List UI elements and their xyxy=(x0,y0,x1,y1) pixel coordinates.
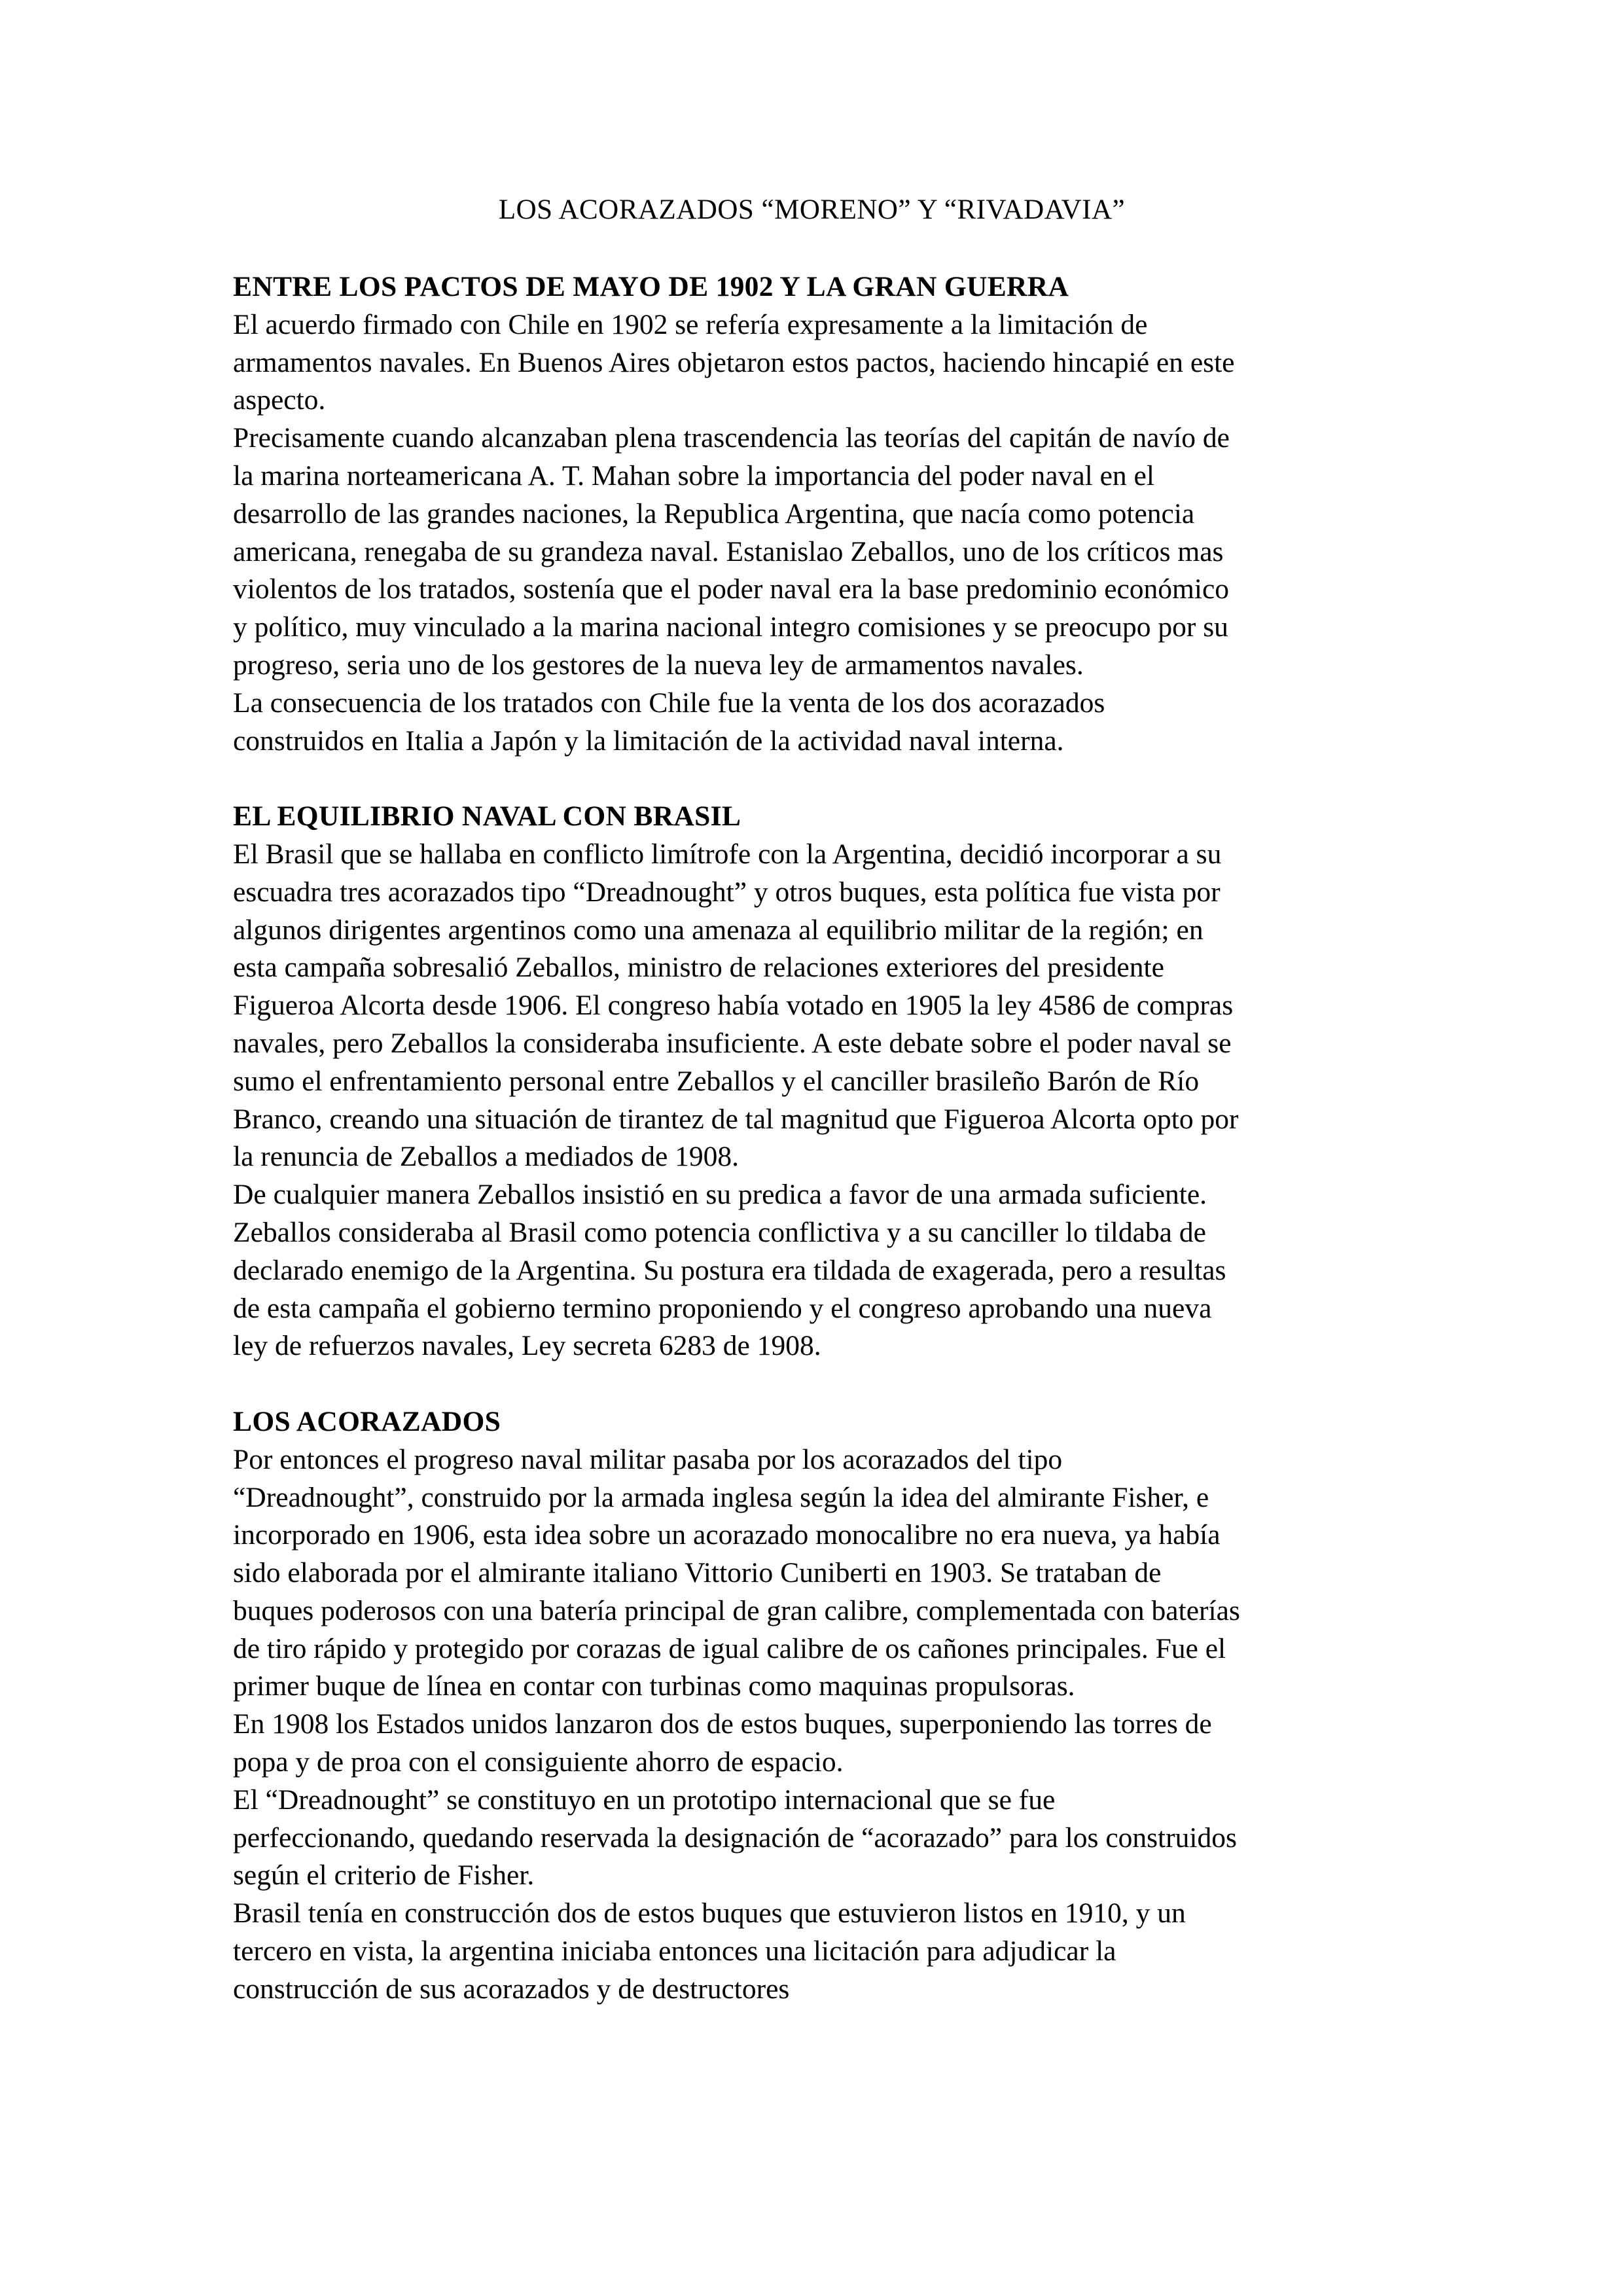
text-line: Zeballos consideraba al Brasil como potencia conflictiva y a su canciller lo tildaba de xyxy=(233,1216,1206,1248)
text-line: armamentos navales. En Buenos Aires objetaron estos pactos, haciendo hincapié en este xyxy=(233,346,1235,378)
text-line: Brasil tenía en construcción dos de estos buques que estuvieron listos en 1910, y un xyxy=(233,1897,1186,1929)
text-line: incorporado en 1906, esta idea sobre un acorazado monocalibre no era nueva, ya había xyxy=(233,1519,1221,1551)
text-line: buques poderosos con una batería principal de gran calibre, complementada con baterías xyxy=(233,1594,1240,1626)
section-heading: EL EQUILIBRIO NAVAL CON BRASIL xyxy=(233,800,741,833)
document-section xyxy=(233,268,1424,760)
text-line: Por entonces el progreso naval militar pasaba por los acorazados del tipo xyxy=(233,1443,1063,1475)
text-line: construidos en Italia a Japón y la limitación de la actividad naval interna. xyxy=(233,725,1064,757)
paragraph xyxy=(233,1706,1424,1782)
paragraph xyxy=(233,1895,1424,2008)
text-line: La consecuencia de los tratados con Chile fue la venta de los dos acorazados xyxy=(233,687,1105,719)
text-line: violentos de los tratados, sostenía que el poder naval era la base predominio económico xyxy=(233,573,1230,605)
paragraph xyxy=(233,306,1424,420)
paragraph xyxy=(233,836,1424,1176)
section-heading: LOS ACORAZADOS xyxy=(233,1405,501,1437)
text-line: sido elaborada por el almirante italiano Vittorio Cuniberti en 1903. Se trataban de xyxy=(233,1557,1162,1589)
paragraph xyxy=(233,1782,1424,1895)
paragraph xyxy=(233,1176,1424,1365)
text-line: El acuerdo firmado con Chile en 1902 se refería expresamente a la limitación de xyxy=(233,308,1148,340)
document-body xyxy=(233,268,1424,2046)
text-line: sumo el enfrentamiento personal entre Zeballos y el canciller brasileño Barón de Río xyxy=(233,1065,1200,1097)
document-section xyxy=(233,1403,1424,2009)
text-line: desarrollo de las grandes naciones, la Republica Argentina, que nacía como potencia xyxy=(233,497,1195,529)
document-section xyxy=(233,798,1424,1365)
text-line: escuadra tres acorazados tipo “Dreadnought” y otros buques, esta política fue vista por xyxy=(233,876,1221,908)
text-line: En 1908 los Estados unidos lanzaron dos de estos buques, superponiendo las torres de xyxy=(233,1708,1212,1740)
paragraph xyxy=(233,1441,1424,1706)
text-line: y político, muy vinculado a la marina nacional integro comisiones y se preocupo por su xyxy=(233,611,1228,643)
text-line: Figueroa Alcorta desde 1906. El congreso había votado en 1905 la ley 4586 de compras xyxy=(233,990,1234,1022)
text-line: esta campaña sobresalió Zeballos, ministro de relaciones exteriores del presidente xyxy=(233,952,1164,984)
text-line: ley de refuerzos navales, Ley secreta 6283 de 1908. xyxy=(233,1330,821,1362)
text-line: algunos dirigentes argentinos como una amenaza al equilibrio militar de la región; en xyxy=(233,914,1204,946)
text-line: declarado enemigo de la Argentina. Su postura era tildada de exagerada, pero a resultas xyxy=(233,1254,1226,1286)
text-line: navales, pero Zeballos la consideraba insuficiente. A este debate sobre el poder naval se xyxy=(233,1027,1232,1059)
text-line: Branco, creando una situación de tirantez de tal magnitud que Figueroa Alcorta opto por xyxy=(233,1103,1239,1135)
text-line: popa y de proa con el consiguiente ahorro de espacio. xyxy=(233,1746,844,1778)
text-line: construcción de sus acorazados y de destructores xyxy=(233,1973,790,2005)
paragraph xyxy=(233,685,1424,761)
text-line: americana, renegaba de su grandeza naval. Estanislao Zeballos, uno de los críticos mas xyxy=(233,535,1224,567)
text-line: progreso, seria uno de los gestores de la nueva ley de armamentos navales. xyxy=(233,649,1084,681)
text-line: Precisamente cuando alcanzaban plena trascendencia las teorías del capitán de navío de xyxy=(233,422,1230,454)
document-title: LOS ACORAZADOS “MORENO” Y “RIVADAVIA” xyxy=(498,194,1126,225)
text-line: tercero en vista, la argentina iniciaba entonces una licitación para adjudicar la xyxy=(233,1935,1116,1967)
text-line: aspecto. xyxy=(233,384,326,416)
section-heading: ENTRE LOS PACTOS DE MAYO DE 1902 Y LA GRAN GUERRA xyxy=(233,271,1069,302)
text-line: El Brasil que se hallaba en conflicto limítrofe con la Argentina, decidió incorporar a su xyxy=(233,838,1222,870)
paragraph xyxy=(233,420,1424,685)
text-line: la renuncia de Zeballos a mediados de 1908. xyxy=(233,1141,740,1173)
text-line: según el criterio de Fisher. xyxy=(233,1859,535,1892)
text-line: de esta campaña el gobierno termino proponiendo y el congreso aprobando una nueva xyxy=(233,1292,1212,1324)
text-line: la marina norteamericana A. T. Mahan sobre la importancia del poder naval en el xyxy=(233,459,1154,492)
text-line: de tiro rápido y protegido por corazas de igual calibre de os cañones principales. Fue el xyxy=(233,1632,1226,1664)
text-line: De cualquier manera Zeballos insistió en su predica a favor de una armada suficiente. xyxy=(233,1179,1207,1211)
text-line: “Dreadnought”, construido por la armada inglesa según la idea del almirante Fisher, e xyxy=(233,1481,1209,1513)
text-line: perfeccionando, quedando reservada la designación de “acorazado” para los construidos xyxy=(233,1821,1237,1854)
text-line: El “Dreadnought” se constituyo en un prototipo internacional que se fue xyxy=(233,1784,1056,1816)
text-line: primer buque de línea en contar con turbinas como maquinas propulsoras. xyxy=(233,1670,1075,1702)
